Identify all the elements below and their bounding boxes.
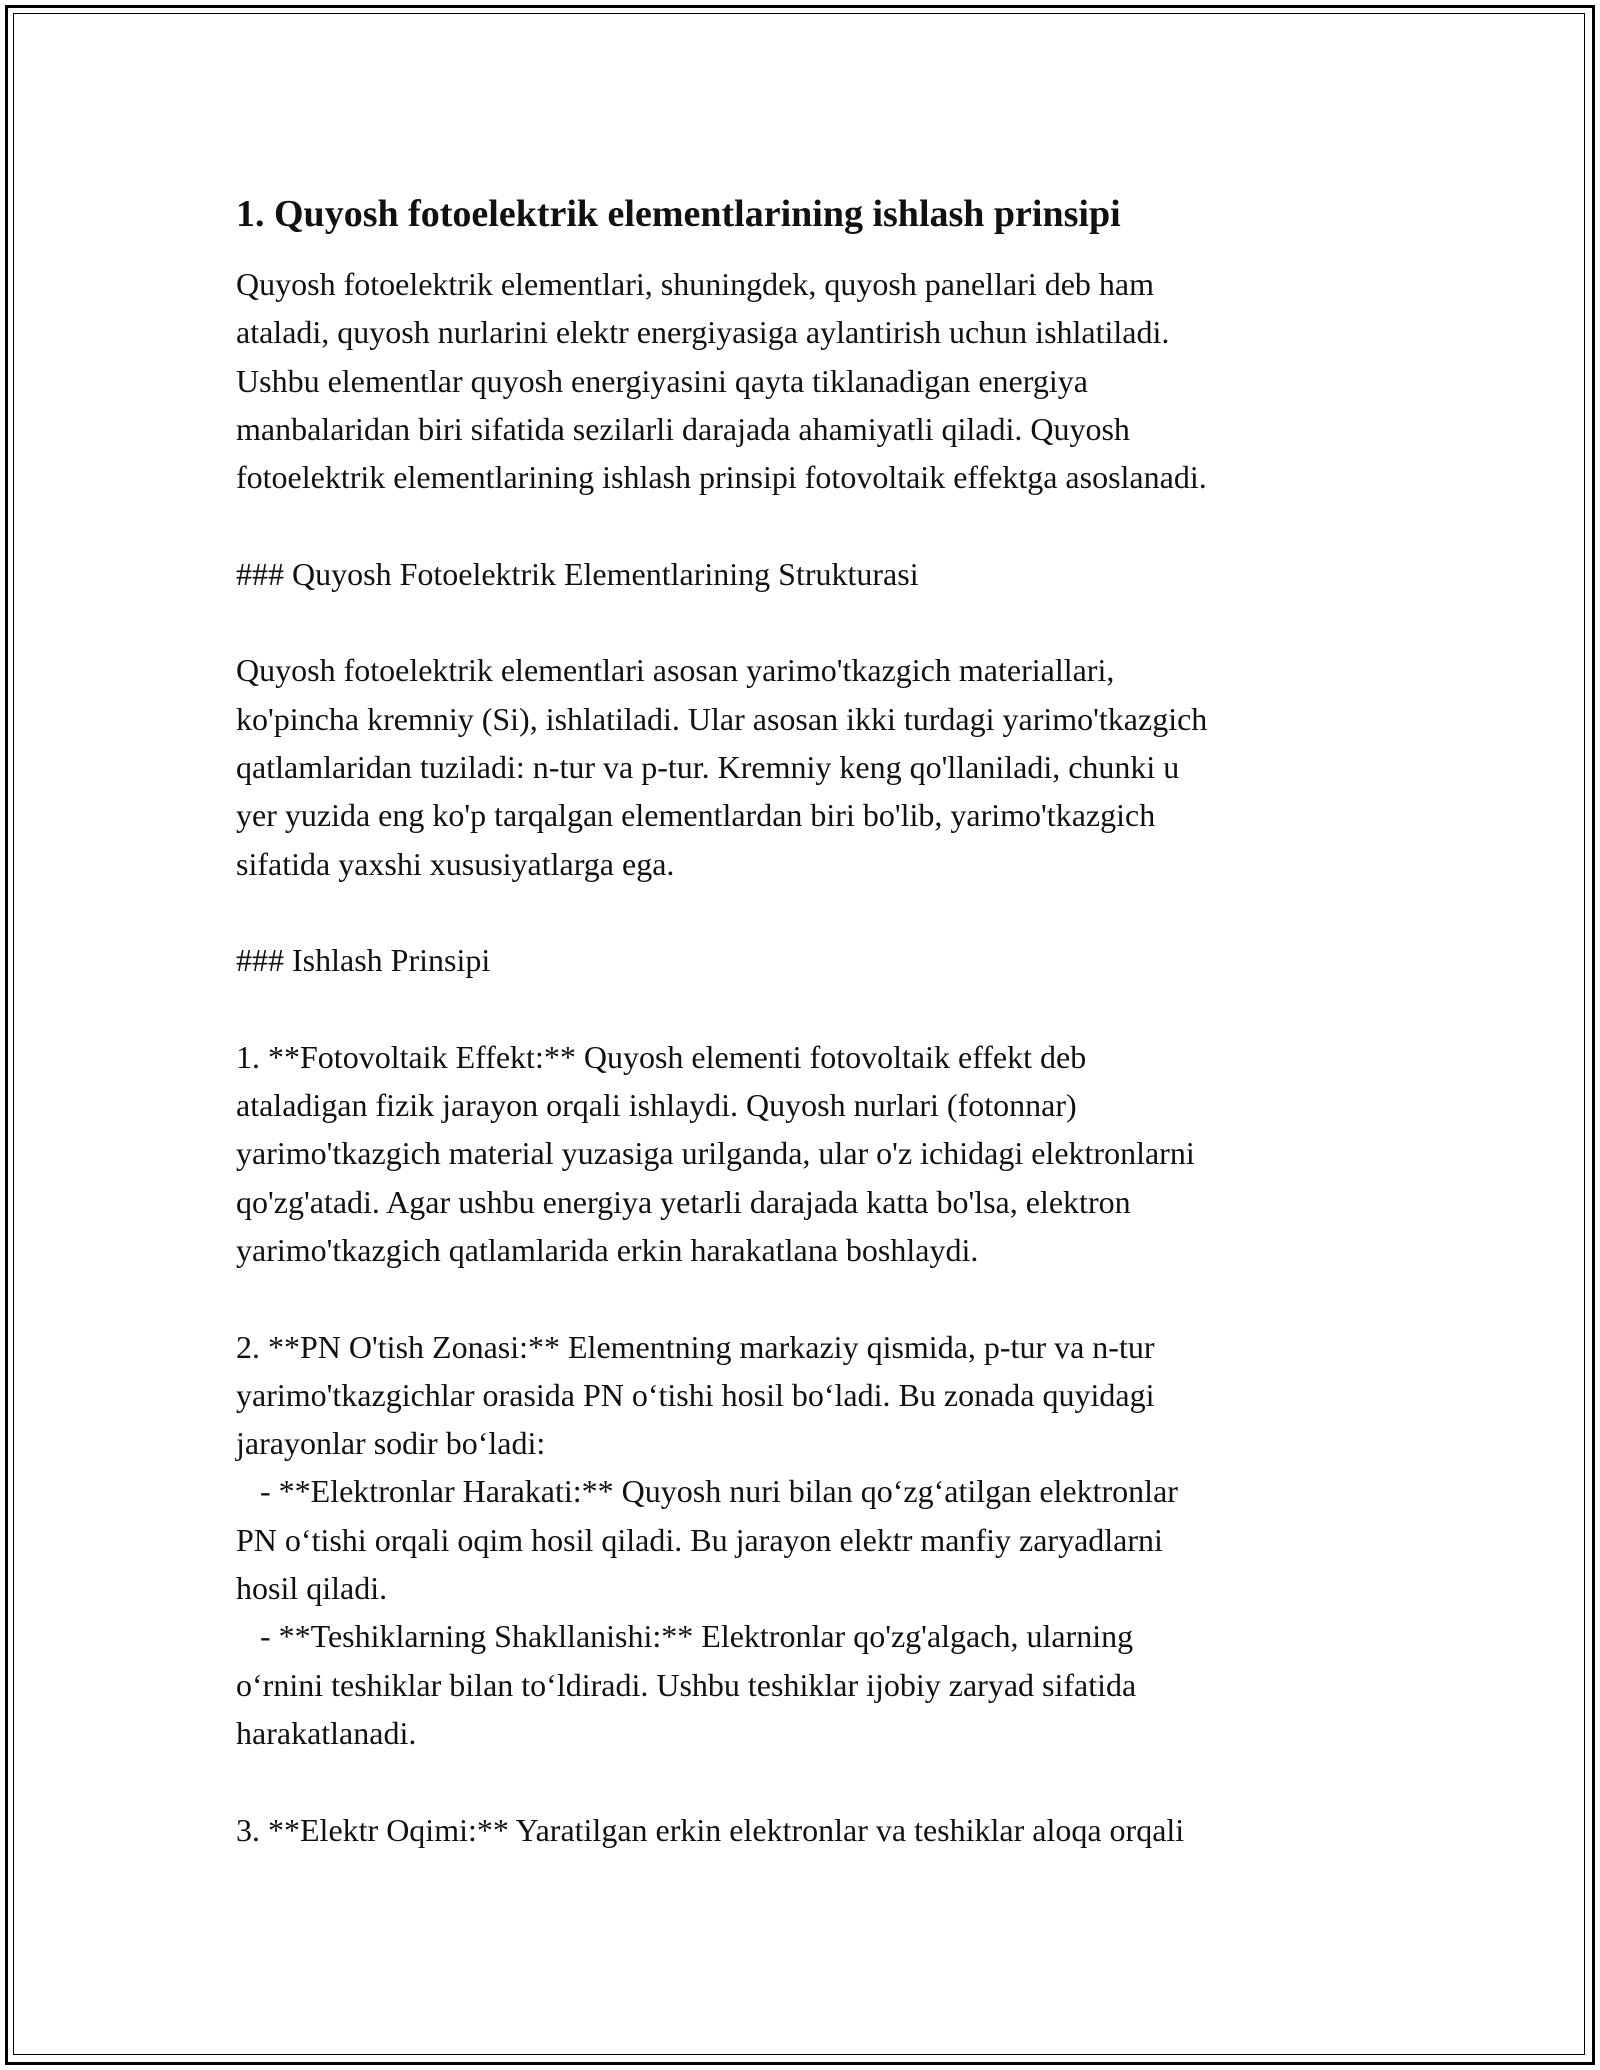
paragraph-line: 3. **Elektr Oqimi:** Yaratilgan erkin elektronlar va teshiklar aloqa orqali — [236, 1811, 1185, 1848]
paragraph-line: yarimo'tkazgich material yuzasiga urilganda, ular o'z ichidagi elektronlarni — [236, 1135, 1195, 1172]
list-item-pn-junction — [236, 1323, 1396, 1758]
paragraph-line: sifatida yaxshi xususiyatlarga ega. — [236, 845, 675, 882]
paragraph-line: jarayonlar sodir bo‘ladi: — [236, 1425, 546, 1462]
paragraph-line: o‘rnini teshiklar bilan to‘ldiradi. Ushbu teshiklar ijobiy zaryad sifatida — [236, 1666, 1137, 1703]
paragraph-line: hosil qiladi. — [236, 1570, 388, 1607]
paragraph-line: yarimo'tkazgich qatlamlarida erkin harakatlana boshlaydi. — [236, 1231, 979, 1268]
section-title-principle: ### Ishlash Prinsipi — [236, 942, 491, 979]
paragraph-line: ataladigan fizik jarayon orqali ishlaydi. Quyosh nurlari (fotonnar) — [236, 1087, 1077, 1124]
list-item-photovoltaic-effect — [236, 1033, 1396, 1274]
paragraph-line: yarimo'tkazgichlar orasida PN o‘tishi hosil bo‘ladi. Bu zonada quyidagi — [236, 1376, 1155, 1413]
list-item-electric-current — [236, 1806, 1396, 1854]
blank-line — [236, 598, 1396, 646]
paragraph-line: manbalaridan biri sifatida sezilarli darajada ahamiyatli qiladi. Quyosh — [236, 410, 1130, 447]
blank-line — [236, 1757, 1396, 1805]
paragraph-line: 1. **Fotovoltaik Effekt:** Quyosh elementi fotovoltaik effekt deb — [236, 1038, 1087, 1075]
paragraph-line: Quyosh fotoelektrik elementlari, shuningdek, quyosh panellari deb ham — [236, 266, 1154, 302]
paragraph-line: - **Elektronlar Harakati:** Quyosh nuri bilan qo‘zg‘atilgan elektronlar — [236, 1473, 1178, 1510]
intro-paragraph — [236, 260, 1396, 501]
paragraph-line: qatlamlaridan tuziladi: n-tur va p-tur. Kremniy keng qo'llaniladi, chunki u — [236, 748, 1180, 785]
paragraph-line: PN o‘tishi orqali oqim hosil qiladi. Bu jarayon elektr manfiy zaryadlarni — [236, 1521, 1163, 1558]
paragraph-line: harakatlanadi. — [236, 1714, 417, 1751]
paragraph-line: 2. **PN O'tish Zonasi:** Elementning markaziy qismida, p-tur va n-tur — [236, 1328, 1155, 1365]
blank-line — [236, 984, 1396, 1032]
paragraph-line: Ushbu elementlar quyosh energiyasini qayta tiklanadigan energiya — [236, 362, 1088, 399]
paragraph-line: qo'zg'atadi. Agar ushbu energiya yetarli darajada katta bo'lsa, elektron — [236, 1183, 1131, 1220]
blank-line — [236, 1274, 1396, 1322]
blank-line — [236, 501, 1396, 549]
paragraph-line: fotoelektrik elementlarining ishlash prinsipi fotovoltaik effektga asoslanadi. — [236, 459, 1207, 496]
document-page — [236, 190, 1396, 1854]
structure-paragraph — [236, 646, 1396, 887]
section-title-structure: ### Quyosh Fotoelektrik Elementlarining Strukturasi — [236, 555, 919, 592]
document-heading: 1. Quyosh fotoelektrik elementlarining ishlash prinsipi — [236, 193, 1121, 235]
paragraph-line: Quyosh fotoelektrik elementlari asosan yarimo'tkazgich materiallari, — [236, 652, 1115, 689]
paragraph-line: - **Teshiklarning Shakllanishi:** Elektronlar qo'zg'algach, ularning — [236, 1618, 1134, 1655]
blank-line — [236, 888, 1396, 936]
paragraph-line: ko'pincha kremniy (Si), ishlatiladi. Ular asosan ikki turdagi yarimo'tkazgich — [236, 700, 1208, 737]
paragraph-line: ataladi, quyosh nurlarini elektr energiyasiga aylantirish uchun ishlatiladi. — [236, 314, 1170, 351]
paragraph-line: yer yuzida eng ko'p tarqalgan elementlardan biri bo'lib, yarimo'tkazgich — [236, 797, 1156, 834]
